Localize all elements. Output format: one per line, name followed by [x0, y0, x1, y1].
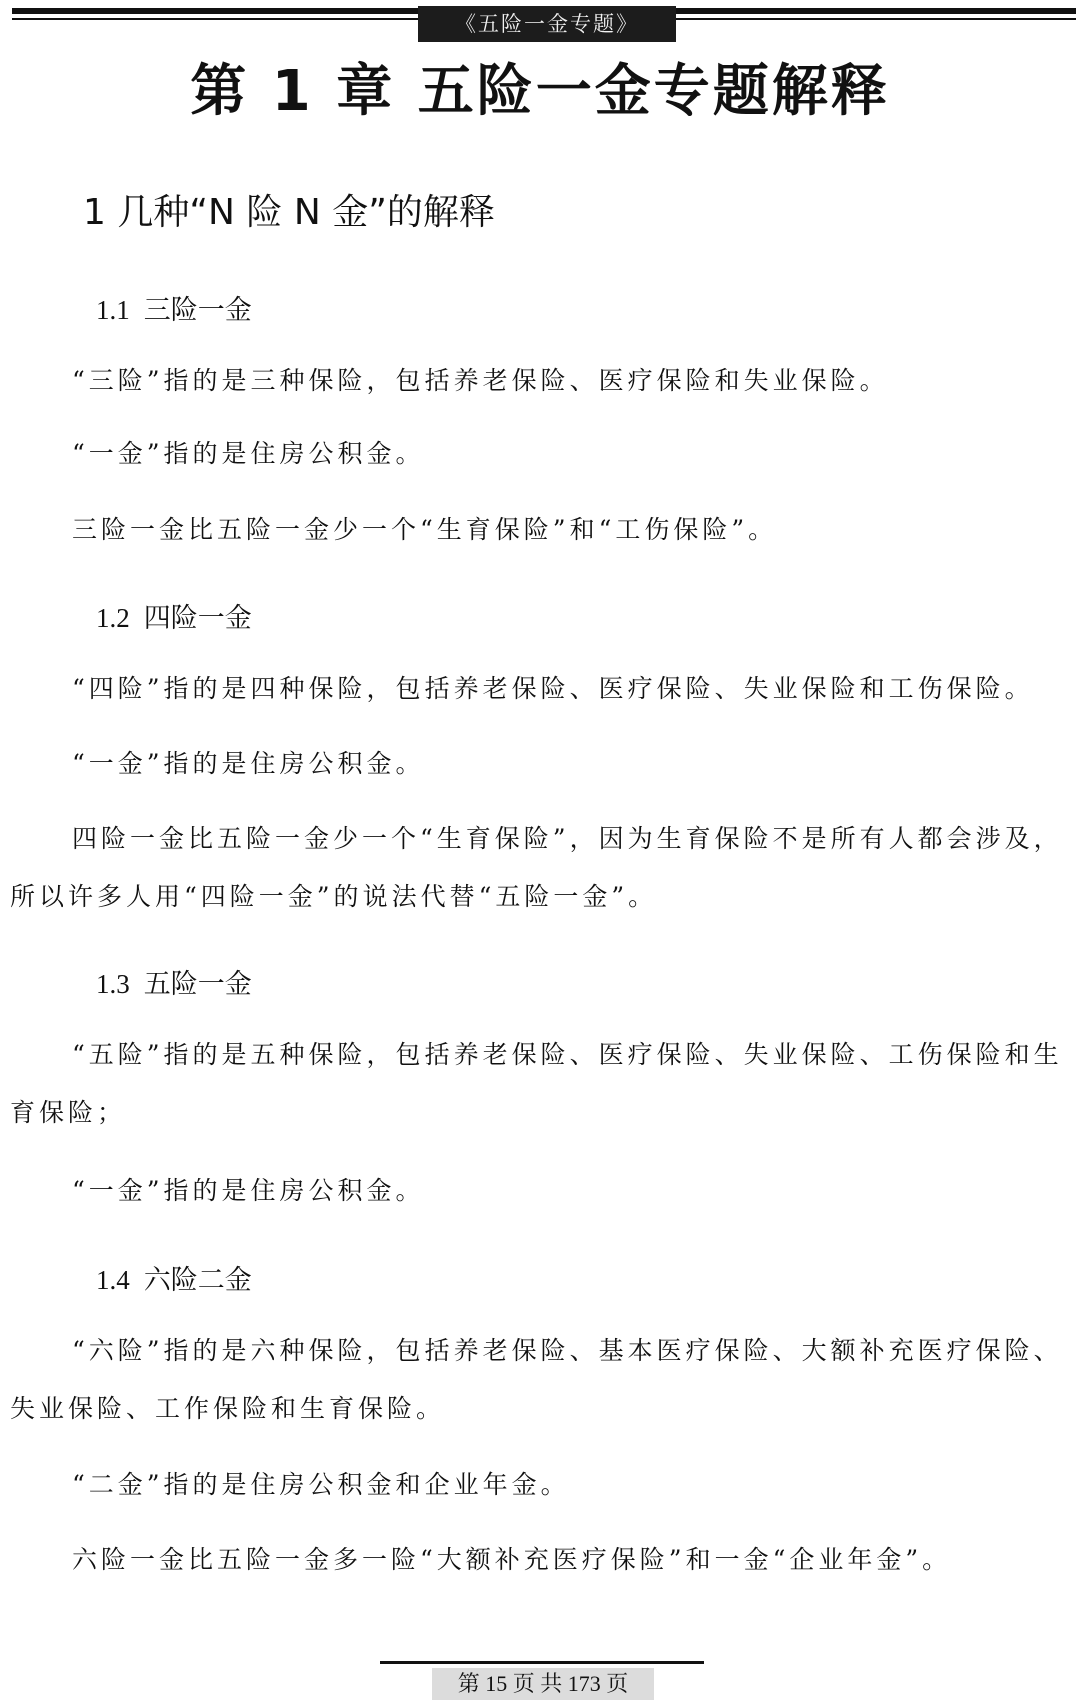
footer-rule	[380, 1661, 704, 1664]
paragraph: “一金”指的是住房公积金。	[72, 749, 425, 778]
paragraph: “二金”指的是住房公积金和企业年金。	[72, 1470, 570, 1499]
subsection-number: 1.4	[96, 1265, 130, 1295]
subsection-title-1-3	[96, 966, 252, 1003]
subsection-number: 1.1	[96, 295, 130, 325]
paragraph: 四险一金比五险一金少一个“生育保险”，因为生育保险不是所有人都会涉及，所以许多人用“四险一金”的说法代替“五险一金”。	[10, 824, 1063, 911]
subsection-title-1-2	[96, 600, 252, 637]
subsection-label: 四险一金	[143, 603, 252, 634]
paragraph: “四险”指的是四种保险，包括养老保险、医疗保险、失业保险和工伤保险。	[72, 674, 1034, 703]
subsection-number: 1.2	[96, 603, 130, 633]
paragraph: 三险一金比五险一金少一个“生育保险”和“工伤保险”。	[72, 515, 778, 544]
subsection-title-1-4	[96, 1262, 252, 1299]
subsection-label: 五险一金	[143, 969, 252, 1000]
section-title: 1 几种“N 险 N 金”的解释	[83, 192, 495, 233]
subsection-label: 六险二金	[143, 1265, 252, 1296]
subsection-number: 1.3	[96, 969, 130, 999]
chapter-title: 第 1 章 五险一金专题解释	[190, 59, 890, 124]
header-tag: 《五险一金专题》	[418, 6, 676, 42]
paragraph: “六险”指的是六种保险，包括养老保险、基本医疗保险、大额补充医疗保险、失业保险、工作保险和生育保险。	[10, 1336, 1063, 1423]
subsection-title-1-1	[96, 292, 252, 329]
paragraph: “一金”指的是住房公积金。	[72, 1176, 425, 1205]
paragraph: “五险”指的是五种保险，包括养老保险、医疗保险、失业保险、工伤保险和生育保险；	[10, 1040, 1063, 1127]
page-number: 第 15 页 共 173 页	[432, 1668, 654, 1700]
paragraph: 六险一金比五险一金多一险“大额补充医疗保险”和一金“企业年金”。	[72, 1545, 952, 1574]
paragraph: “一金”指的是住房公积金。	[72, 439, 425, 468]
subsection-label: 三险一金	[143, 295, 252, 326]
paragraph: “三险”指的是三种保险，包括养老保险、医疗保险和失业保险。	[72, 366, 889, 395]
